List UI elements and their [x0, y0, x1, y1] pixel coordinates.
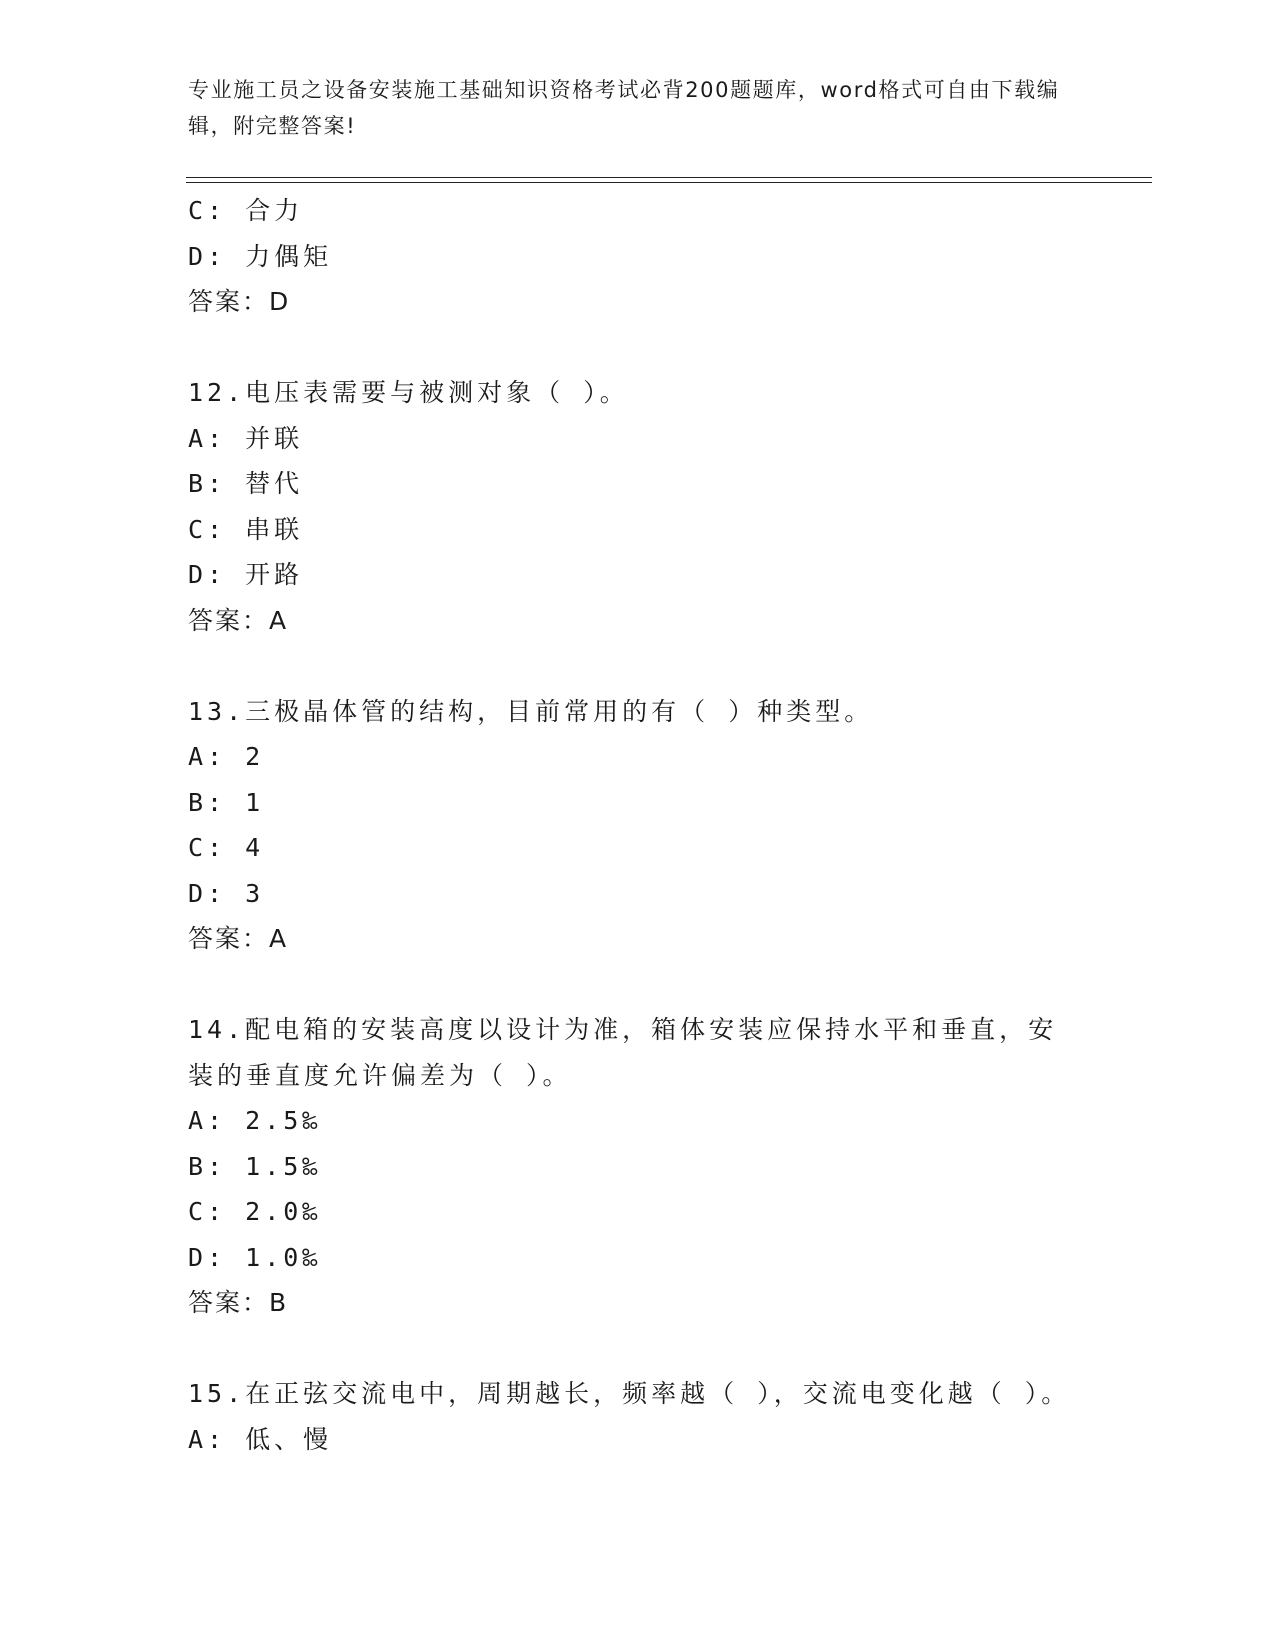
q15-option-a: A: 低、慢: [188, 1424, 333, 1454]
q12-question: 12.电压表需要与被测对象（ ）。: [188, 378, 629, 407]
question-spacer: [188, 325, 1108, 371]
question-spacer: [188, 643, 1108, 689]
q12-option-b: B: 替代: [188, 469, 304, 498]
q11-option-c: C: 合力: [188, 196, 304, 225]
q15-question: 15.在正弦交流电中，周期越长，频率越（ ），交流电变化越（ ）。: [188, 1379, 1071, 1408]
q14-option-a: A: 2.5‰: [188, 1106, 322, 1135]
q13-question: 13.三极晶体管的结构，目前常用的有（ ）种类型。: [188, 696, 874, 726]
q14-answer: 答案：B: [188, 1288, 289, 1317]
q13-option-b: B: 1: [188, 787, 265, 817]
header-divider-top: [186, 177, 1152, 178]
q14-option-c: C: 2.0‰: [188, 1197, 322, 1226]
q14-option-d: D: 1.0‰: [188, 1242, 322, 1272]
q11-option-d: D: 力偶矩: [188, 241, 333, 271]
document-header: 专业施工员之设备安装施工基础知识资格考试必背200题题库，word格式可自由下载编辑，附完整答案!: [188, 78, 1060, 138]
q14-option-b: B: 1.5‰: [188, 1151, 322, 1181]
q12-option-d: D: 开路: [188, 560, 304, 589]
q13-answer: 答案：A: [188, 924, 289, 953]
q12-option-a: A: 并联: [188, 423, 304, 453]
q12-option-c: C: 串联: [188, 514, 304, 544]
question-list: [188, 188, 1108, 1462]
q11-answer: 答案：D: [188, 287, 291, 316]
q12-answer: 答案：A: [188, 605, 289, 635]
q14-question: 14.配电箱的安装高度以设计为准，箱体安装应保持水平和垂直，安装的垂直度允许偏差为（ ）。: [188, 1015, 1058, 1090]
header-divider-bottom: [186, 182, 1152, 183]
question-spacer: [188, 1326, 1108, 1372]
question-spacer: [188, 962, 1108, 1008]
q13-option-c: C: 4: [188, 833, 265, 862]
q13-option-a: A: 2: [188, 742, 265, 771]
q13-option-d: D: 3: [188, 878, 265, 908]
